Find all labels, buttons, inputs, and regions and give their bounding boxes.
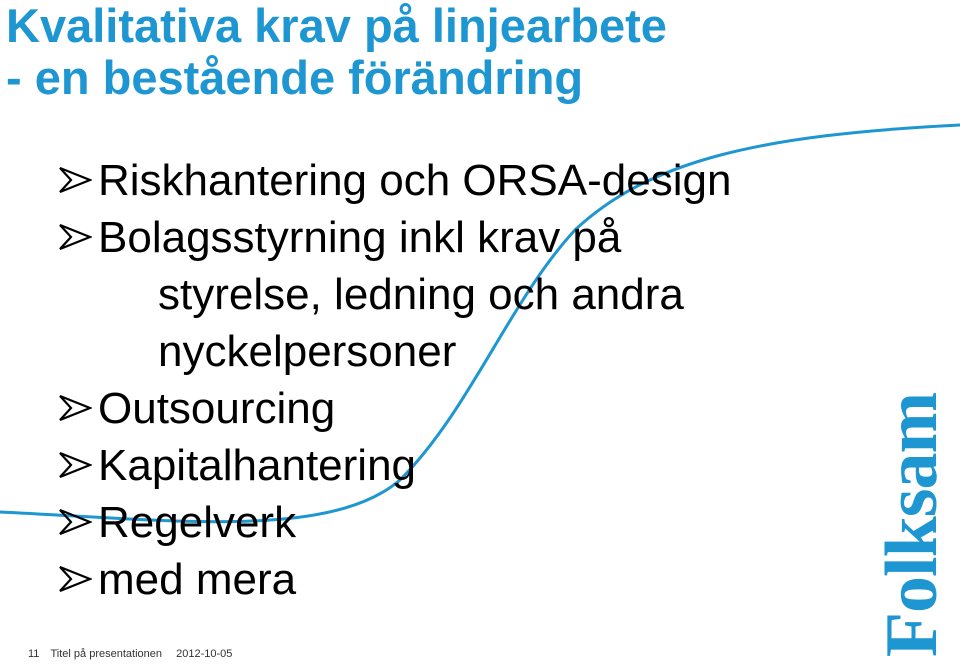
bullet-item-med-mera <box>56 551 731 608</box>
slide-number: 11 <box>28 648 40 660</box>
arrow-outline-right-icon <box>58 507 92 537</box>
title-line-1: Kvalitativa krav på linjearbete <box>6 0 667 52</box>
folksam-logo <box>871 390 953 660</box>
logo-text: Folksam <box>871 392 953 658</box>
bullet-text: Regelverk <box>98 498 297 547</box>
bullet-item-riskhantering <box>56 152 731 209</box>
bullet-continuation-2: nyckelpersoner <box>158 327 457 376</box>
bullet-continuation-1: styrelse, ledning och andra <box>158 270 684 319</box>
bullet-text: Bolagsstyrning inkl krav på <box>98 213 622 262</box>
title-line-2: - en bestående förändring <box>6 51 584 104</box>
bullet-list <box>56 152 731 608</box>
arrow-outline-right-icon <box>58 564 92 594</box>
bullet-text: Kapitalhantering <box>98 441 417 490</box>
bullet-text: Riskhantering och ORSA-design <box>98 156 732 205</box>
presentation-title: Titel på presentationen <box>50 648 162 660</box>
arrow-outline-right-icon <box>58 393 92 423</box>
arrow-outline-right-icon <box>58 222 92 252</box>
arrow-outline-right-icon <box>58 450 92 480</box>
bullet-item-regelverk <box>56 494 731 551</box>
footer-date: 2012-10-05 <box>176 648 233 660</box>
arrow-outline-right-icon <box>58 165 92 195</box>
footer <box>28 648 232 660</box>
bullet-item-outsourcing <box>56 380 731 437</box>
bullet-text: med mera <box>98 555 297 604</box>
bullet-item-kapitalhantering <box>56 437 731 494</box>
bullet-text: Outsourcing <box>98 384 336 433</box>
slide-title <box>6 0 667 104</box>
bullet-item-bolagsstyrning <box>56 209 731 380</box>
